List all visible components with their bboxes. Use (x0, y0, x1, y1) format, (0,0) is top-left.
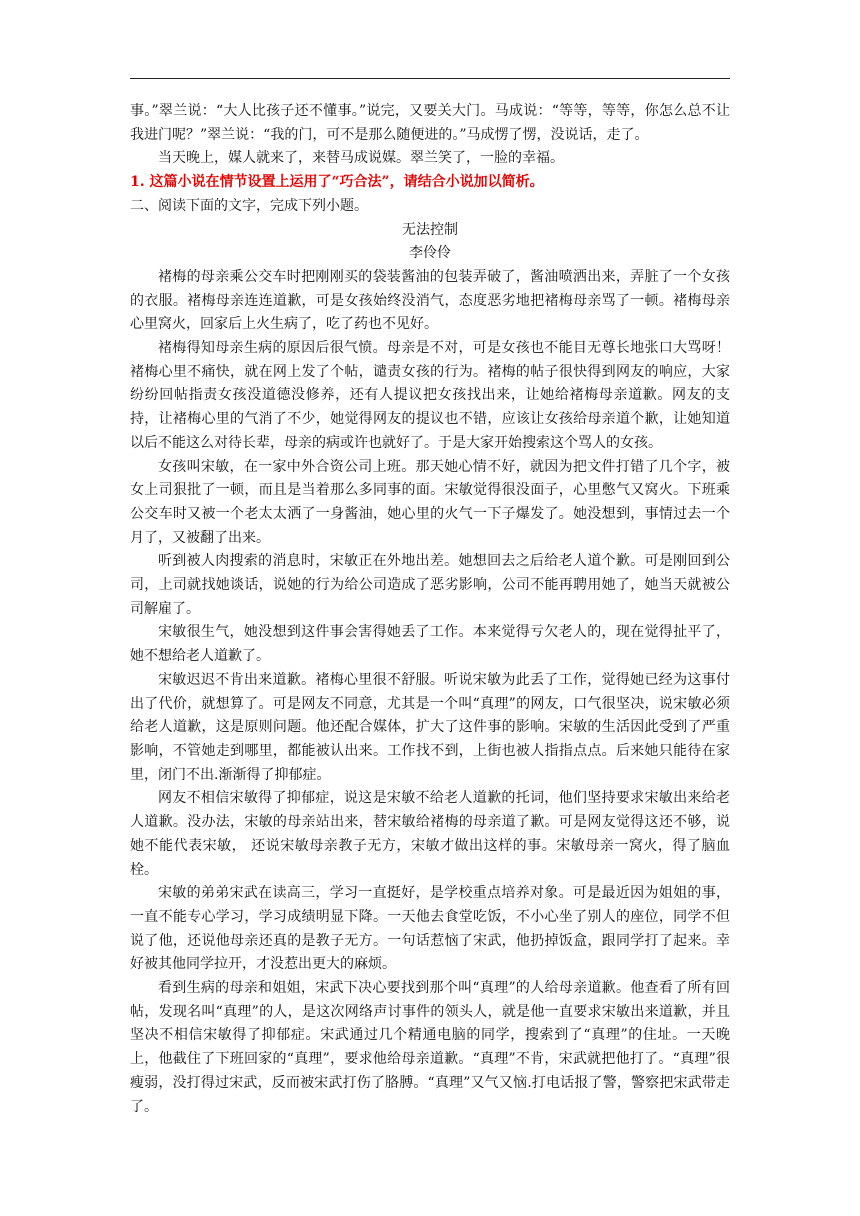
story-paragraph: 网友不相信宋敏得了抑郁症，说这是宋敏不给老人道歉的托词，他们坚持要求宋敏出来给老人道歉。没办法，宋敏的母亲站出来，替宋敏给褚梅的母亲道了歉。可是网友觉得这还不够，说她不能代表宋敏， 还说宋敏母亲教子无方，宋敏才做出这样的事。宋敏母亲一窝火，得了脑血栓。 (130, 790, 730, 878)
paragraph-continuation: 事。”翠兰说：“大人比孩子还不懂事。”说完，又要关大门。马成说：“等等，等等，你怎么总不让我进门呢？”翠兰说：“我的门，可不是那么随便进的。”马成愣了愣，没说话，走了。 (130, 103, 730, 143)
section-2-heading: 二、阅读下面的文字，完成下列小题。 (130, 197, 368, 214)
header-rule (130, 78, 730, 79)
story-paragraph: 宋敏很生气，她没想到这件事会害得她丢了工作。本来觉得亏欠老人的，现在觉得扯平了，她不想给老人道歉了。 (130, 624, 730, 665)
story-paragraph: 宋敏迟迟不肯出来道歉。褚梅心里很不舒服。听说宋敏为此丢了工作，觉得她已经为这事付出了代价，就想算了。可是网友不同意，尤其是一个叫“真理”的网友，口气很坚决，说宋敏必须给老人道歉，这是原则问题。他还配合媒体，扩大了这件事的影响。宋敏的生活因此受到了严重影响，不管她走到哪里，都能被认出来。工作找不到，上街也被人指指点点。后来她只能待在家里，闭门不出.渐渐得了抑郁症。 (130, 671, 730, 783)
story-paragraph: 褚梅得知母亲生病的原因后很气愤。母亲是不对，可是女孩也不能目无尊长地张口大骂呀！褚梅心里不痛快，就在网上发了个帖，谴责女孩的行为。褚梅的帖子很快得到网友的响应，大家纷纷回帖指责女孩没道德没修养，还有人提议把女孩找出来，让她给褚梅母亲道歉。网友的支持，让褚梅心里的气消了不少，她觉得网友的提议也不错，应该让女孩给母亲道个歉，让她知道以后不能这么对待长辈，母亲的病或许也就好了。于是大家开始搜索这个骂人的女孩。 (130, 340, 730, 451)
story-author: 李伶伶 (409, 245, 451, 262)
story-paragraph: 褚梅的母亲乘公交车时把刚刚买的袋装酱油的包装弄破了，酱油喷洒出来，弄脏了一个女孩的衣服。褚梅母亲连连道歉，可是女孩始终没消气，态度恶劣地把褚梅母亲骂了一顿。褚梅母亲心里窝火，回家后上火生病了，吃了药也不见好。 (130, 268, 730, 333)
story-paragraph: 宋敏的弟弟宋武在读高三，学习一直挺好，是学校重点培养对象。可是最近因为姐姐的事，一直不能专心学习，学习成绩明显下降。一天他去食堂吃饭，不小心坐了别人的座位，同学不但说了他，还说他母亲还真的是教子无方。一句话惹恼了宋武，他扔掉饭盒，跟同学打了起来。幸好被其他同学拉开，才没惹出更大的麻烦。 (130, 885, 730, 973)
story-paragraph: 听到被人肉搜索的消息时，宋敏正在外地出差。她想回去之后给老人道个歉。可是刚回到公司，上司就找她谈话，说她的行为给公司造成了恶劣影响，公司不能再聘用她了，她当天就被公司解雇了。 (130, 553, 730, 617)
document-body (130, 100, 730, 1119)
paragraph-ending: 当天晚上，媒人就来了，来替马成说媒。翠兰笑了，一脸的幸福。 (158, 150, 564, 167)
story-paragraph: 女孩叫宋敏，在一家中外合资公司上班。那天她心情不好，就因为把文件打错了几个字，被女上司狠批了一顿，而且是当着那么多同事的面。宋敏觉得很没面子，心里憋气又窝火。下班乘公交车时又被一个老太太洒了一身酱油，她心里的火气一下子爆发了。她没想到，事情过去一个月了，又被翻了出来。 (130, 458, 730, 546)
question-1: 1. 这篇小说在情节设置上运用了“巧合法”，请结合小说加以简析。 (130, 174, 544, 191)
story-title: 无法控制 (402, 221, 458, 238)
story-paragraph: 看到生病的母亲和姐姐，宋武下决心要找到那个叫“真理”的人给母亲道歉。他查看了所有回帖，发现名叫“真理”的人，是这次网络声讨事件的领头人，就是他一直要求宋敏出来道歉，并且坚决不相信宋敏得了抑郁症。宋武通过几个精通电脑的同学，搜索到了“真理”的住址。一天晚上，他截住了下班回家的“真理”，要求他给母亲道歉。“真理”不肯，宋武就把他打了。“真理”很瘦弱，没打得过宋武，反而被宋武打伤了胳膊。“真理”又气又恼.打电话报了警，警察把宋武带走了。 (130, 980, 730, 1115)
